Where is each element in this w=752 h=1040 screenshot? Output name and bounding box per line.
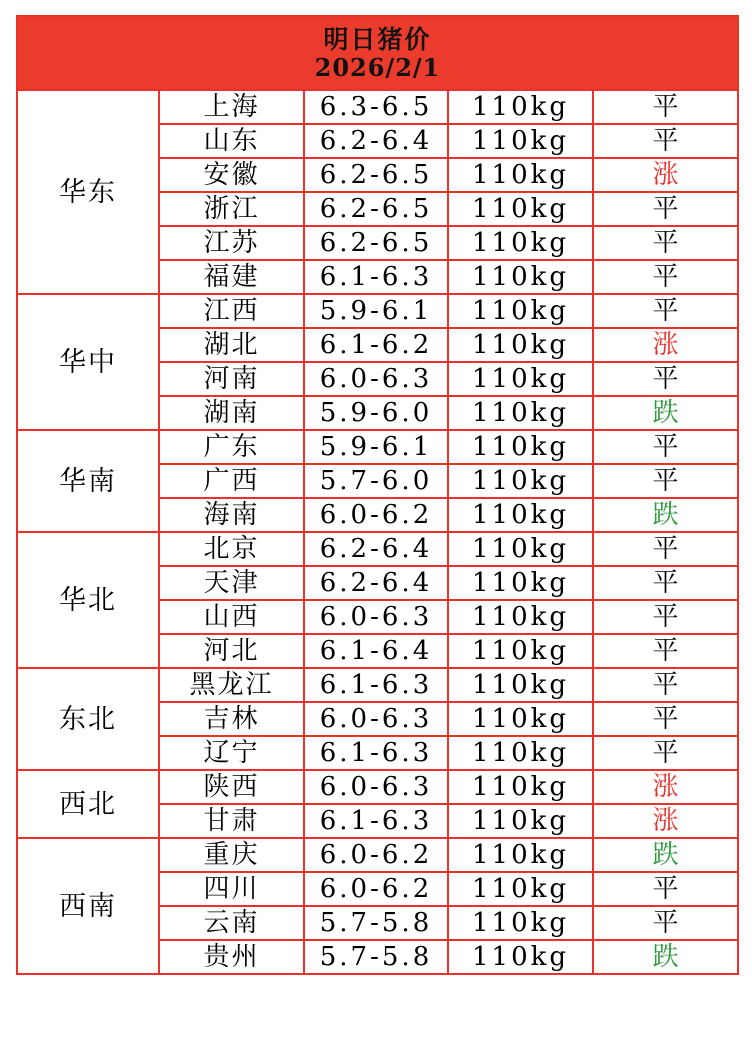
weight-cell: 110kg	[448, 634, 593, 668]
trend-cell: 平	[593, 906, 738, 940]
trend-cell: 平	[593, 872, 738, 906]
trend-cell: 涨	[593, 328, 738, 362]
price-range-cell: 6.2-6.4	[304, 124, 448, 158]
trend-cell: 平	[593, 362, 738, 396]
weight-cell: 110kg	[448, 668, 593, 702]
weight-cell: 110kg	[448, 532, 593, 566]
price-range-cell: 6.0-6.2	[304, 838, 448, 872]
trend-cell: 平	[593, 532, 738, 566]
province-cell: 贵州	[159, 940, 304, 974]
price-range-cell: 6.1-6.3	[304, 260, 448, 294]
province-cell: 山东	[159, 124, 304, 158]
province-cell: 广西	[159, 464, 304, 498]
price-range-cell: 5.9-6.1	[304, 430, 448, 464]
region-cell: 西南	[17, 838, 159, 974]
weight-cell: 110kg	[448, 192, 593, 226]
province-cell: 四川	[159, 872, 304, 906]
trend-cell: 平	[593, 464, 738, 498]
trend-cell: 平	[593, 702, 738, 736]
weight-cell: 110kg	[448, 158, 593, 192]
table-row	[17, 532, 738, 566]
trend-cell: 平	[593, 566, 738, 600]
province-cell: 河北	[159, 634, 304, 668]
weight-cell: 110kg	[448, 498, 593, 532]
trend-cell: 跌	[593, 838, 738, 872]
trend-cell: 平	[593, 226, 738, 260]
province-cell: 广东	[159, 430, 304, 464]
province-cell: 福建	[159, 260, 304, 294]
weight-cell: 110kg	[448, 906, 593, 940]
province-cell: 河南	[159, 362, 304, 396]
weight-cell: 110kg	[448, 600, 593, 634]
trend-cell: 跌	[593, 940, 738, 974]
page-title: 明日猪价	[323, 24, 432, 54]
trend-cell: 涨	[593, 770, 738, 804]
trend-cell: 平	[593, 90, 738, 124]
table-row	[17, 668, 738, 702]
price-range-cell: 5.7-6.0	[304, 464, 448, 498]
price-range-cell: 6.0-6.3	[304, 702, 448, 736]
price-sheet	[16, 15, 737, 975]
trend-cell: 平	[593, 600, 738, 634]
weight-cell: 110kg	[448, 294, 593, 328]
trend-cell: 平	[593, 294, 738, 328]
price-range-cell: 6.0-6.3	[304, 362, 448, 396]
province-cell: 重庆	[159, 838, 304, 872]
province-cell: 陕西	[159, 770, 304, 804]
weight-cell: 110kg	[448, 226, 593, 260]
weight-cell: 110kg	[448, 90, 593, 124]
table-row	[17, 430, 738, 464]
province-cell: 吉林	[159, 702, 304, 736]
province-cell: 湖北	[159, 328, 304, 362]
weight-cell: 110kg	[448, 430, 593, 464]
price-range-cell: 6.1-6.4	[304, 634, 448, 668]
price-range-cell: 6.1-6.3	[304, 736, 448, 770]
province-cell: 江西	[159, 294, 304, 328]
price-range-cell: 6.1-6.2	[304, 328, 448, 362]
trend-cell: 涨	[593, 804, 738, 838]
table-row	[17, 838, 738, 872]
price-range-cell: 5.7-5.8	[304, 906, 448, 940]
province-cell: 海南	[159, 498, 304, 532]
trend-cell: 平	[593, 736, 738, 770]
weight-cell: 110kg	[448, 396, 593, 430]
region-cell: 华北	[17, 532, 159, 668]
price-range-cell: 6.0-6.3	[304, 600, 448, 634]
trend-cell: 涨	[593, 158, 738, 192]
province-cell: 浙江	[159, 192, 304, 226]
weight-cell: 110kg	[448, 464, 593, 498]
weight-cell: 110kg	[448, 328, 593, 362]
price-range-cell: 5.9-6.0	[304, 396, 448, 430]
price-range-cell: 6.1-6.3	[304, 804, 448, 838]
weight-cell: 110kg	[448, 702, 593, 736]
pig-price-table	[16, 15, 739, 975]
region-cell: 华东	[17, 90, 159, 294]
trend-cell: 平	[593, 192, 738, 226]
price-range-cell: 6.2-6.4	[304, 532, 448, 566]
table-row	[17, 90, 738, 124]
price-range-cell: 6.1-6.3	[304, 668, 448, 702]
weight-cell: 110kg	[448, 362, 593, 396]
weight-cell: 110kg	[448, 260, 593, 294]
province-cell: 安徽	[159, 158, 304, 192]
trend-cell: 平	[593, 430, 738, 464]
weight-cell: 110kg	[448, 770, 593, 804]
date-label: 2026/2/1	[314, 52, 441, 82]
region-cell: 华南	[17, 430, 159, 532]
trend-cell: 平	[593, 260, 738, 294]
price-range-cell: 6.0-6.2	[304, 872, 448, 906]
province-cell: 江苏	[159, 226, 304, 260]
province-cell: 天津	[159, 566, 304, 600]
weight-cell: 110kg	[448, 124, 593, 158]
province-cell: 湖南	[159, 396, 304, 430]
price-range-cell: 6.3-6.5	[304, 90, 448, 124]
region-cell: 东北	[17, 668, 159, 770]
price-range-cell: 6.2-6.5	[304, 226, 448, 260]
price-range-cell: 6.2-6.5	[304, 192, 448, 226]
price-range-cell: 6.2-6.4	[304, 566, 448, 600]
trend-cell: 平	[593, 668, 738, 702]
price-range-cell: 5.9-6.1	[304, 294, 448, 328]
region-cell: 华中	[17, 294, 159, 430]
weight-cell: 110kg	[448, 804, 593, 838]
weight-cell: 110kg	[448, 940, 593, 974]
region-cell: 西北	[17, 770, 159, 838]
table-row	[17, 294, 738, 328]
province-cell: 黑龙江	[159, 668, 304, 702]
trend-cell: 跌	[593, 498, 738, 532]
trend-cell: 平	[593, 124, 738, 158]
trend-cell: 跌	[593, 396, 738, 430]
weight-cell: 110kg	[448, 566, 593, 600]
price-range-cell: 5.7-5.8	[304, 940, 448, 974]
price-range-cell: 6.0-6.2	[304, 498, 448, 532]
trend-cell: 平	[593, 634, 738, 668]
price-range-cell: 6.0-6.3	[304, 770, 448, 804]
table-row	[17, 770, 738, 804]
weight-cell: 110kg	[448, 736, 593, 770]
province-cell: 上海	[159, 90, 304, 124]
province-cell: 北京	[159, 532, 304, 566]
price-range-cell: 6.2-6.5	[304, 158, 448, 192]
province-cell: 山西	[159, 600, 304, 634]
weight-cell: 110kg	[448, 872, 593, 906]
table-body	[17, 90, 738, 974]
province-cell: 甘肃	[159, 804, 304, 838]
province-cell: 云南	[159, 906, 304, 940]
weight-cell: 110kg	[448, 838, 593, 872]
province-cell: 辽宁	[159, 736, 304, 770]
table-header	[17, 16, 738, 90]
